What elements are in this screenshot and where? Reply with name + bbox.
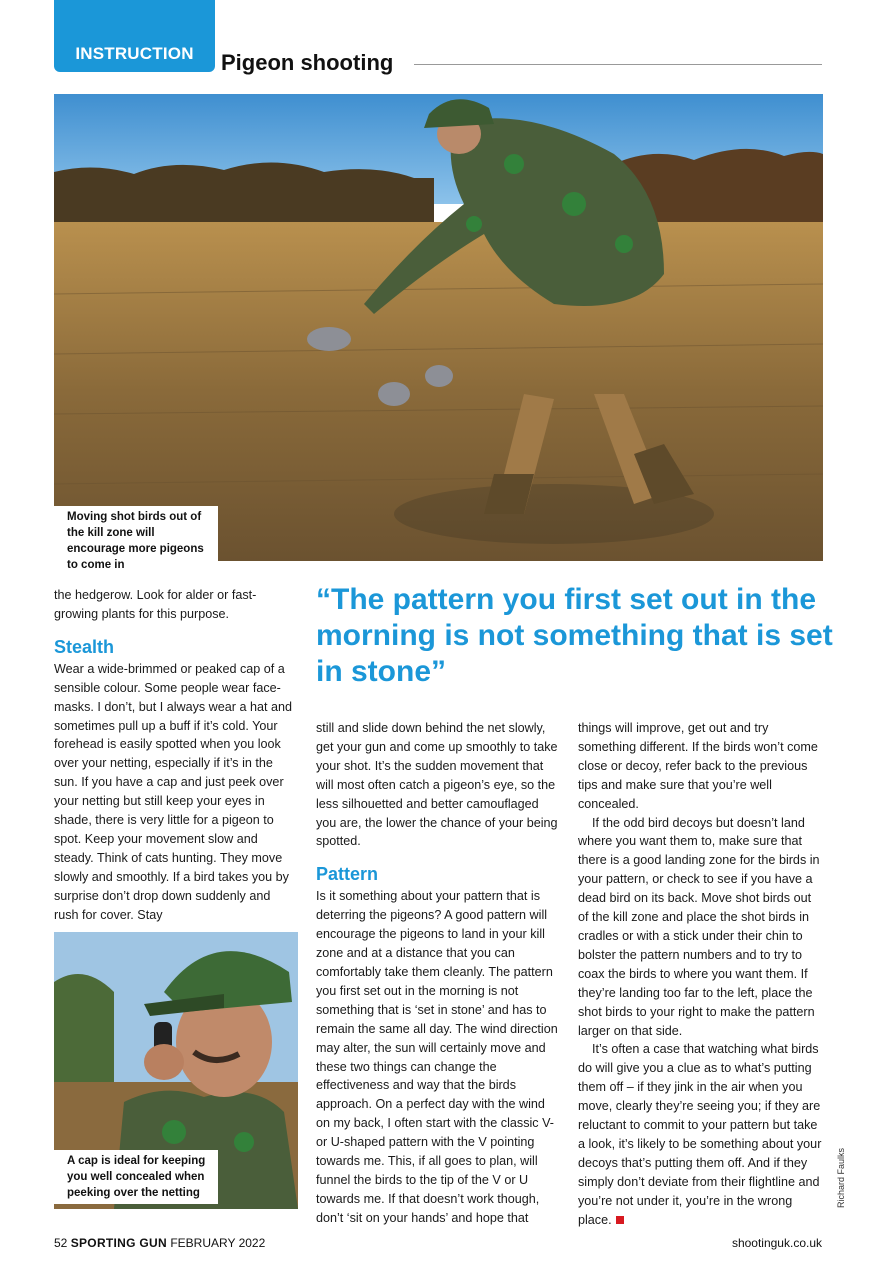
end-mark-icon xyxy=(616,1216,624,1224)
subhead-stealth: Stealth xyxy=(54,636,115,657)
column-3-paragraph-3 xyxy=(578,1040,822,1229)
section-tab xyxy=(54,0,215,72)
header-divider xyxy=(414,64,822,65)
main-photo xyxy=(54,94,823,561)
column-1-intro: the hedgerow. Look for alder or fast-growing plants for this purpose. xyxy=(54,588,257,621)
subhead-pattern: Pattern xyxy=(316,864,379,885)
main-photo-image xyxy=(54,94,823,561)
section-title: Pigeon shooting xyxy=(221,50,394,75)
column-2-body: Is it something about your pattern that is deterring the pigeons? A good pattern will encourage the pigeons to land in your kill zone and at a distance that you can comfortably take them cleanly. The pattern you first set out in the morning is not something that is ‘set in stone’ and has to remain the same all day. The wind direction may alter, the sun will certainly move and these two things can change the effectiveness and way that the birds approach. On a perfect day with the wind on my back, I often start with the classic V- or U-shaped pattern with the V pointing towards me. This, if all goes to plan, will funnel the birds to the tip of the V or U towards me. If that doesn’t work though, don’t ‘sit on your hands’ and hope that xyxy=(316,889,558,1225)
magazine-name: SPORTING GUN xyxy=(70,1236,167,1250)
issue-date: FEBRUARY 2022 xyxy=(170,1236,266,1250)
column-3-paragraph-2: If the odd bird decoys but doesn’t land where you want them to, make sure that there is a good landing zone for the birds in your pattern, or check to see if you have a dead bird on its back. Move shot birds out of the kill zone and place the shot birds in cradles or with a stick under their chin to bolster the pattern numbers and to try to coax the birds to where you want them. If they’re landing too far to the left, place the shot birds to your right to make the pattern larger on that side. xyxy=(578,815,820,1038)
column-2 xyxy=(316,719,558,1228)
column-2-intro: still and slide down behind the net slowly, get your gun and come up smoothly to take your shot. It’s the sudden movement that will most often catch a pigeon’s eye, so the less silhouetted and better camouflaged you are, the lower the chance of your being spotted. xyxy=(316,721,558,849)
column-1 xyxy=(54,586,298,925)
column-3 xyxy=(578,719,822,1229)
pull-quote: “The pattern you first set out in the morning is not something that is set in stone” xyxy=(316,583,833,688)
page-number: 52 xyxy=(54,1236,68,1250)
photo-credit: Richard Faulks xyxy=(836,1147,846,1208)
section-tab-label: INSTRUCTION xyxy=(75,44,194,63)
website-link[interactable]: shootinguk.co.uk xyxy=(731,1236,822,1250)
footer-left xyxy=(54,1236,265,1250)
main-photo-caption: Moving shot birds out of the kill zone will encourage more pigeons to come in xyxy=(54,506,218,576)
column-3-paragraph-3-text: It’s often a case that watching what birds do will give you a clue as to what’s putting them off – if they jink in the air when you move, clearly they’re seeing you; if they are reluctant to commit to your pattern but take a look, it’s likely to be something about your decoys that’s putting them off. And if they simply don’t deviate from their flightline and you’re not under it, you’re in the wrong place. xyxy=(578,1042,822,1227)
inset-photo-caption: A cap is ideal for keeping you well concealed when peeking over the netting xyxy=(54,1150,218,1204)
column-1-body: Wear a wide-brimmed or peaked cap of a sensible colour. Some people wear face-masks. I don’t, but I always wear a hat and sometimes pull up a buff if it’s cold. Your forehead is easily spotted when you look over your netting, especially if it’s in the sun. If you have a cap and just peek over your netting but still keep your eyes in shade, there is very little for a pigeon to spot. Keep your movement slow and steady. Think of cats hunting. They move slowly and smoothly. If a bird takes you by surprise don’t drop down suddenly and rush for cover. Stay xyxy=(54,661,293,922)
column-3-paragraph-1: things will improve, get out and try something different. If the birds won’t come close or decoy, refer back to the previous tips and make sure that you’re well concealed. xyxy=(578,721,818,811)
